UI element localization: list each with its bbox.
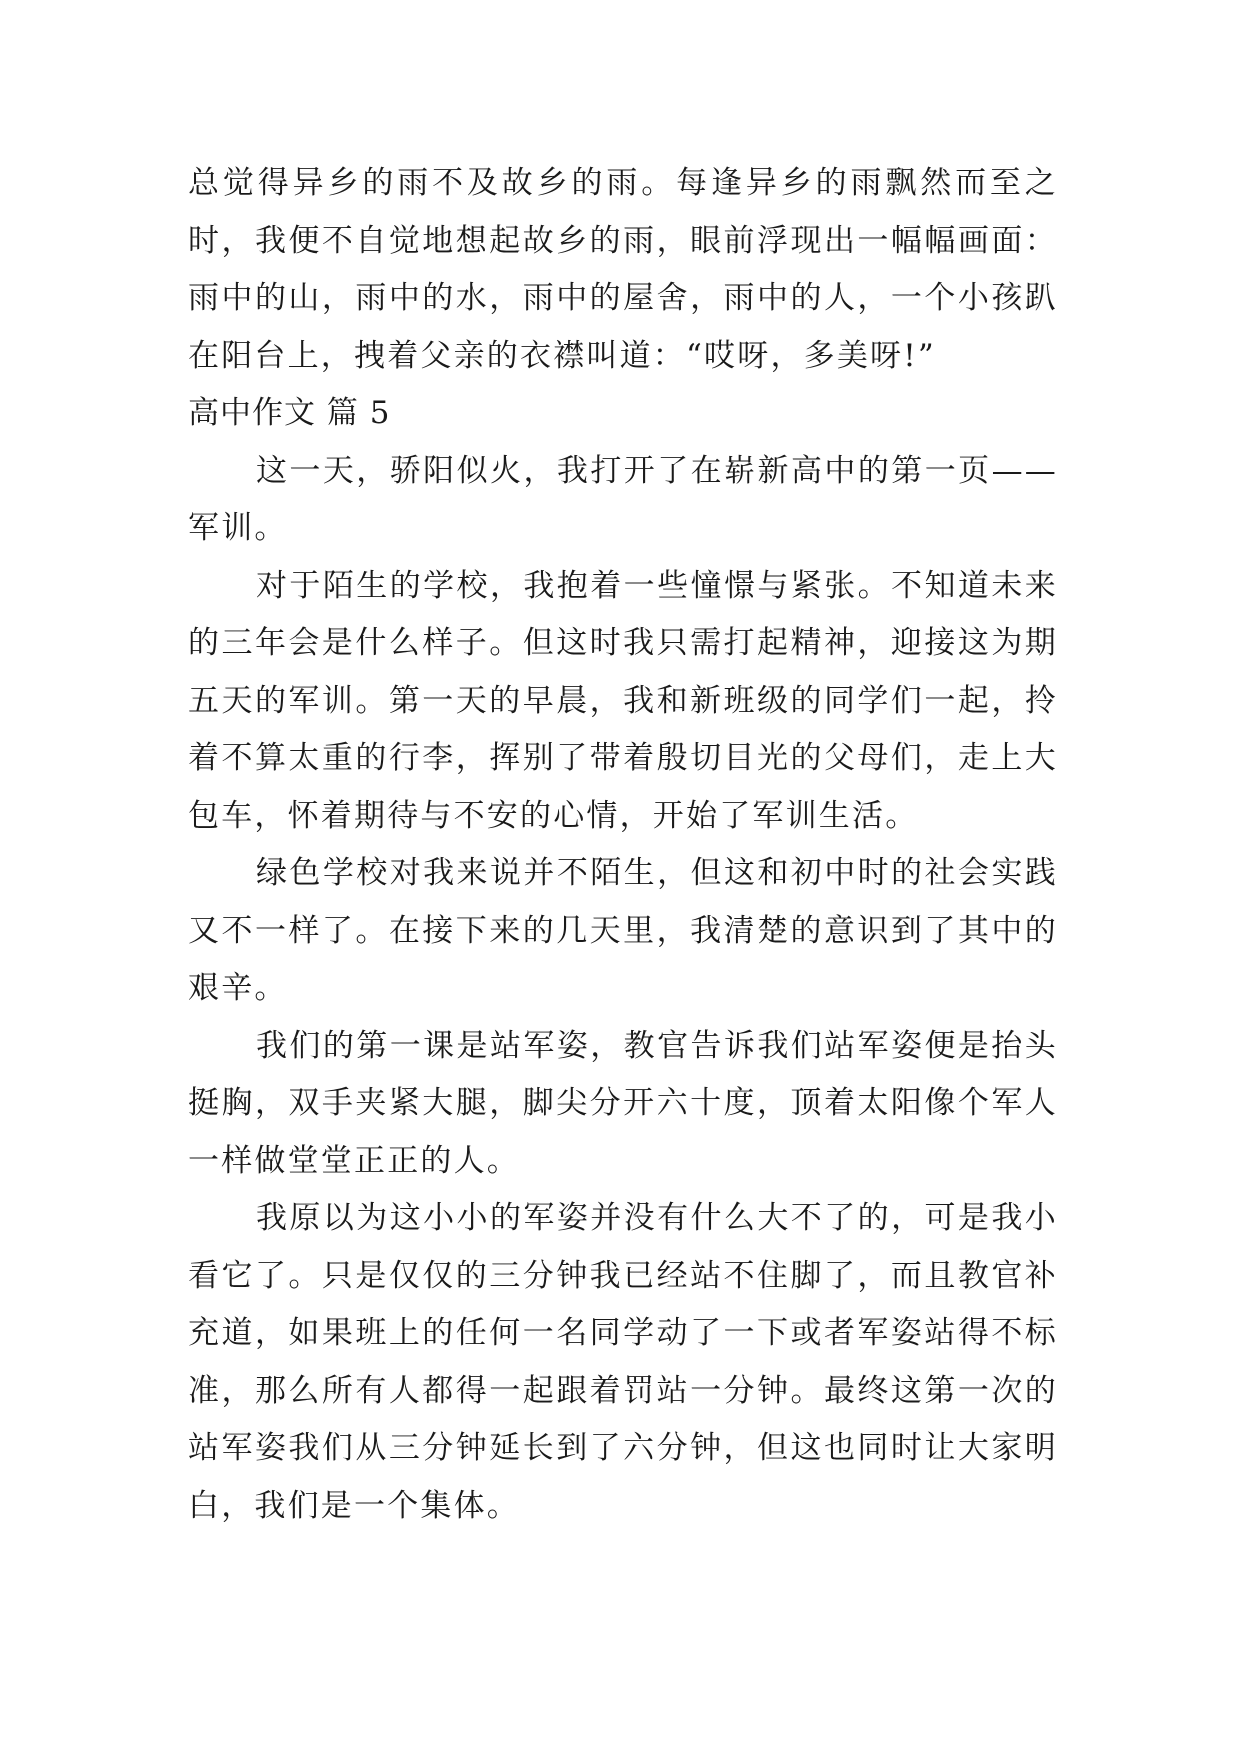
paragraph: 我原以为这小小的军姿并没有什么大不了的，可是我小看它了。只是仅仅的三分钟我已经站不住脚了，而且教官补充道，如果班上的任何一名同学动了一下或者军姿站得不标准，那么所有人都得一起跟着罚站一分钟。最终这第一次的站军姿我们从三分钟延长到了六分钟，但这也同时让大家明白，我们是一个集体。: [188, 1200, 1058, 1524]
paragraph: 我们的第一课是站军姿，教官告诉我们站军姿便是抬头挺胸，双手夹紧大腿，脚尖分开六十度，顶着太阳像个军人一样做堂堂正正的人。: [188, 1027, 1058, 1179]
paragraph: 这一天，骄阳似火，我打开了在崭新高中的第一页——军训。: [188, 452, 1058, 546]
paragraph: 对于陌生的学校，我抱着一些憧憬与紧张。不知道未来的三年会是什么样子。但这时我只需打起精神，迎接这为期五天的军训。第一天的早晨，我和新班级的同学们一起，拎着不算太重的行李，挥别了带着殷切目光的父母们，走上大包车，怀着期待与不安的心情，开始了军训生活。: [188, 567, 1058, 834]
opening-paragraph: 总觉得异乡的雨不及故乡的雨。每逢异乡的雨飘然而至之时，我便不自觉地想起故乡的雨，眼前浮现出一幅幅画面：雨中的山，雨中的水，雨中的屋舍，雨中的人，一个小孩趴在阳台上，拽着父亲的衣襟叫道：“哎呀，多美呀!”: [188, 165, 1058, 374]
section-heading: 高中作文 篇 5: [188, 395, 391, 431]
document-body: [188, 155, 1058, 1535]
paragraph: 绿色学校对我来说并不陌生，但这和初中时的社会实践又不一样了。在接下来的几天里，我清楚的意识到了其中的艰辛。: [188, 855, 1058, 1006]
